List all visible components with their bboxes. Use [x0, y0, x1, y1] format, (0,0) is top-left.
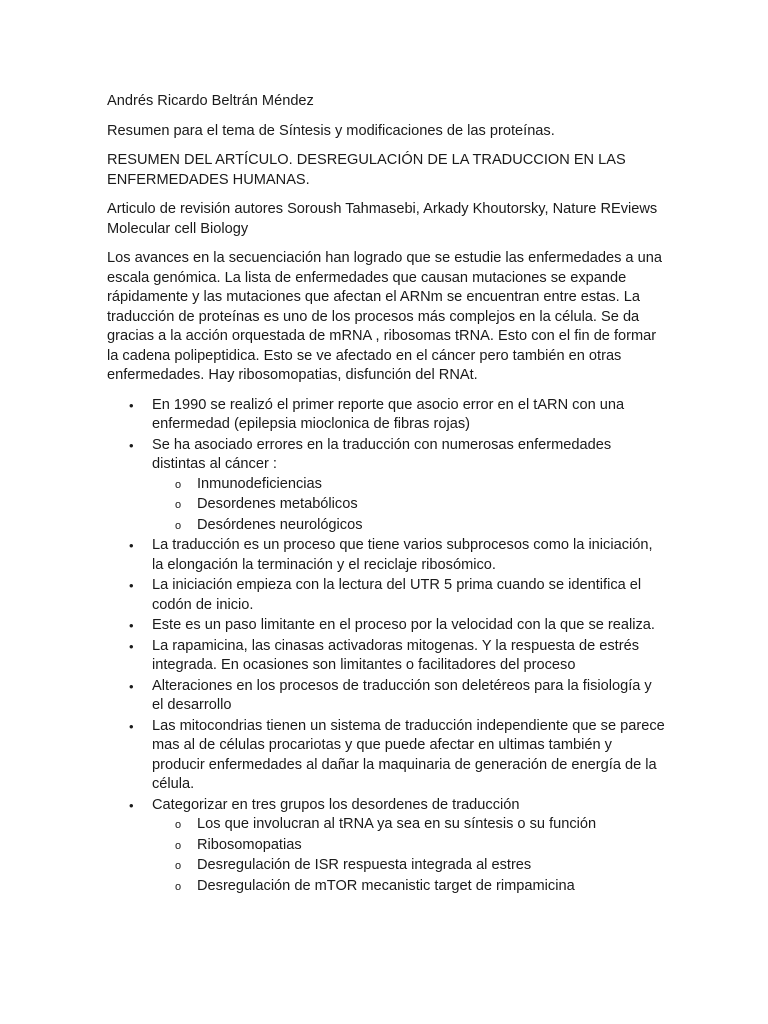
- bullet-item: [107, 396, 667, 435]
- sub-item: [152, 856, 667, 876]
- sub-bullet-icon: o: [175, 478, 182, 491]
- bullet-item: [107, 637, 667, 676]
- bullet-item: [107, 717, 667, 795]
- bullet-dot-icon: •: [129, 618, 134, 633]
- bullet-dot-icon: •: [129, 718, 134, 734]
- bullet-dot-icon: •: [129, 538, 134, 553]
- sub-item-text: Desordenes metabólicos: [197, 496, 358, 512]
- sub-item: [152, 495, 667, 515]
- intro-paragraph: Los avances en la secuenciación han logrado que se estudie las enfermedades a una escala genómica. La lista de enfermedades que causan mutaciones se expande rápidamente y las mutaciones que afectan el ARNm se encuentran entre estas. La traducción de proteínas es uno de los procesos más complejos en la célula. Se da gracias a la acción orquestada de mRNA , ribosomas tRNA. Esto con el fin de formar la cadena polipeptidica. Esto se ve afectado en el cáncer pero también en otras enfermedades. Hay ribosomopatias, disfunción del RNAt.: [107, 250, 662, 383]
- sub-item-text: Ribosomopatias: [197, 836, 302, 853]
- sub-item: [152, 877, 667, 897]
- author-line: Andrés Ricardo Beltrán Méndez: [107, 93, 314, 109]
- bullet-text: Alteraciones en los procesos de traducción son deletéreos para la fisiología y el desarrollo: [152, 677, 652, 713]
- bullet-dot-icon: •: [129, 578, 134, 593]
- sub-bullet-icon: o: [175, 499, 182, 511]
- bullet-dot-icon: •: [129, 397, 134, 413]
- bullet-text: La traducción es un proceso que tiene varios subprocesos como la iniciación, la elongación la terminación y el reciclaje ribosómico.: [152, 537, 653, 573]
- sub-item: [152, 836, 667, 856]
- sub-item: [152, 516, 667, 536]
- sub-bullet-icon: o: [175, 860, 182, 872]
- sub-item: [152, 815, 667, 835]
- sub-item-text: Inmunodeficiencias: [197, 475, 322, 492]
- bullet-dot-icon: •: [129, 638, 134, 654]
- bullet-item: [107, 436, 667, 536]
- document-body: [107, 92, 667, 897]
- bullet-dot-icon: •: [129, 437, 134, 453]
- bullet-dot-icon: •: [129, 797, 134, 813]
- article-heading: RESUMEN DEL ARTÍCULO. DESREGULACIÓN DE LA TRADUCCION EN LAS ENFERMEDADES HUMANAS.: [107, 152, 626, 188]
- sub-bullet-icon: o: [175, 519, 182, 532]
- sub-list: [152, 475, 667, 536]
- subtitle-line: Resumen para el tema de Síntesis y modificaciones de las proteínas.: [107, 122, 555, 139]
- bullet-item: [107, 616, 667, 636]
- reference-line: Articulo de revisión autores Soroush Tahmasebi, Arkady Khoutorsky, Nature REviews Molecular cell Biology: [107, 201, 658, 237]
- bullet-text: La rapamicina, las cinasas activadoras mitogenas. Y la respuesta de estrés integrada. En ocasiones son limitantes o facilitadores del proceso: [152, 637, 639, 673]
- bullet-text: Categorizar en tres grupos los desordenes de traducción: [152, 796, 520, 813]
- sub-list: [152, 815, 667, 896]
- sub-item-text: Desregulación de mTOR mecanistic target de rimpamicina: [197, 877, 575, 894]
- bullet-text: Las mitocondrias tienen un sistema de traducción independiente que se parece mas al de células procariotas y que puede afectar en ultimas también y producir enfermedades al dañar la maquinaria de generación de energía de la célula.: [152, 717, 665, 792]
- sub-item-text: Los que involucran al tRNA ya sea en su síntesis o su función: [197, 816, 597, 832]
- bullet-text: Este es un paso limitante en el proceso por la velocidad con la que se realiza.: [152, 617, 655, 633]
- bullet-item: [107, 796, 667, 897]
- bullet-text: Se ha asociado errores en la traducción con numerosas enfermedades distintas al cáncer :: [152, 436, 612, 472]
- bullet-dot-icon: •: [129, 678, 134, 694]
- sub-item-text: Desregulación de ISR respuesta integrada al estres: [197, 857, 532, 873]
- bullet-list: [107, 396, 667, 897]
- bullet-item: [107, 576, 667, 615]
- bullet-text: La iniciación empieza con la lectura del UTR 5 prima cuando se identifica el codón de inicio.: [152, 577, 642, 613]
- sub-bullet-icon: o: [175, 880, 182, 893]
- bullet-item: [107, 536, 667, 575]
- sub-item-text: Desórdenes neurológicos: [197, 516, 363, 533]
- bullet-text: En 1990 se realizó el primer reporte que asocio error en el tARN con una enfermedad (epilepsia mioclonica de fibras rojas): [152, 396, 625, 432]
- sub-item: [152, 475, 667, 495]
- sub-bullet-icon: o: [175, 839, 182, 852]
- bullet-item: [107, 677, 667, 716]
- sub-bullet-icon: o: [175, 819, 182, 831]
